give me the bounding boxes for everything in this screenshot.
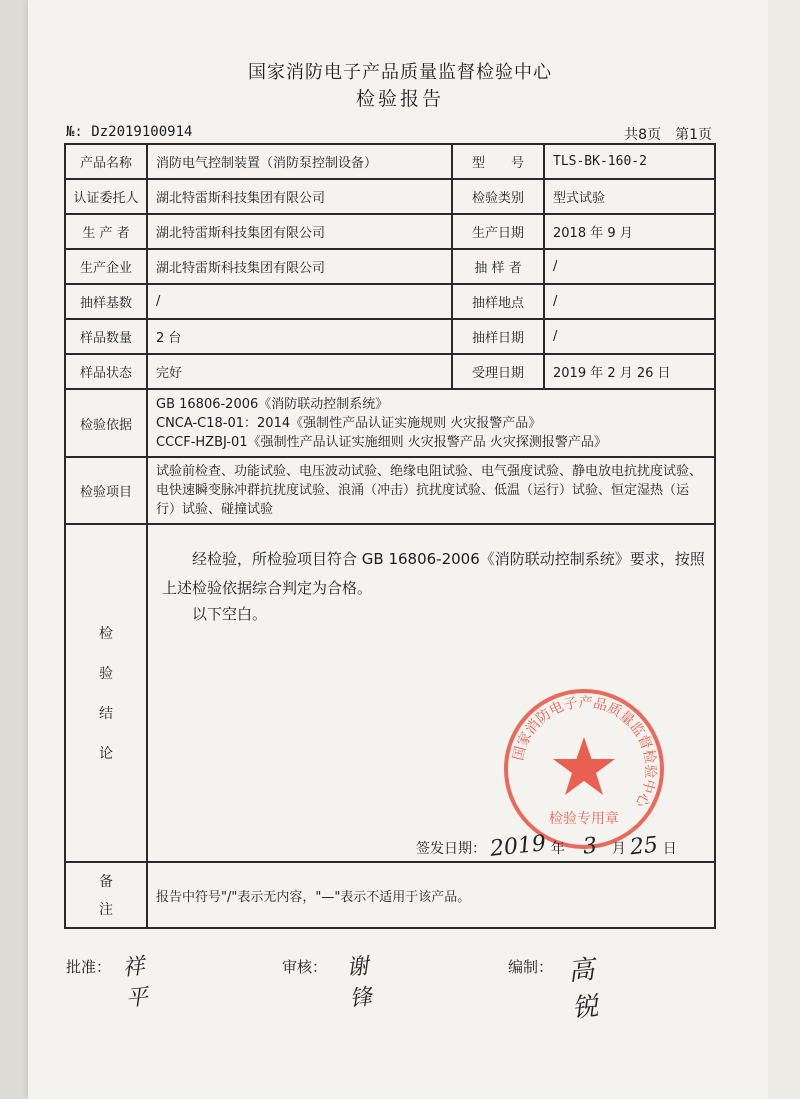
- compile-label: 编制：: [508, 958, 554, 976]
- model-value: TLS-BK-160-2: [544, 144, 715, 179]
- client-value: 湖北特雷斯科技集团有限公司: [147, 179, 452, 214]
- stamp-center-text: 检验专用章: [549, 811, 619, 827]
- org-title: 国家消防电子产品质量监督检验中心: [248, 62, 552, 83]
- table-row: [65, 319, 715, 354]
- table-row: [65, 457, 715, 524]
- scan-left-edge: [0, 0, 28, 1099]
- manufacturer-label: 生产企业: [65, 249, 147, 284]
- table-row: [65, 179, 715, 214]
- test-type-value: 型式试验: [544, 179, 715, 214]
- product-name-value: 消防电气控制装置（消防泵控制设备）: [147, 144, 452, 179]
- table-row: [65, 284, 715, 319]
- conclusion-label-char: 验: [99, 666, 113, 682]
- items-value: 试验前检查、功能试验、电压波动试验、绝缘电阻试验、电气强度试验、静电放电抗扰度试验、电快速瞬变脉冲群抗扰度试验、浪涌（冲击）抗扰度试验、低温（运行）试验、恒定湿热（运行）试验、碰撞试验: [147, 457, 715, 524]
- sample-date-value: /: [544, 319, 715, 354]
- page-info: 共8页 第1页: [624, 127, 712, 143]
- stamp-ring-text: 国家消防电子产品质量监督检验中心: [510, 694, 659, 810]
- sign-year-handwritten: 2019: [489, 831, 548, 862]
- accept-date-label: 受理日期: [452, 354, 544, 389]
- table-row: [65, 144, 715, 179]
- basis-label: 检验依据: [65, 389, 147, 457]
- basis-line: CNCA-C18-01：2014《强制性产品认证实施规则 火灾报警产品》: [156, 415, 542, 431]
- approve-signature-handwritten: 祥平: [121, 953, 150, 1012]
- star-icon: [553, 737, 615, 795]
- sign-day-handwritten: 25: [629, 832, 660, 861]
- manufacturer-value: 湖北特雷斯科技集团有限公司: [147, 249, 452, 284]
- sign-date-label: 签发日期：: [416, 841, 486, 857]
- sampler-label: 抽 样 者: [452, 249, 544, 284]
- compile-signature: [508, 954, 600, 1025]
- month-unit: 月: [611, 841, 626, 857]
- sign-month-handwritten: 3: [582, 833, 599, 860]
- product-name-label: 产品名称: [65, 144, 147, 179]
- table-row: [65, 389, 715, 457]
- sample-state-label: 样品状态: [65, 354, 147, 389]
- signature-row: [66, 953, 716, 1025]
- production-date-label: 生产日期: [452, 214, 544, 249]
- sample-qty-label: 样品数量: [65, 319, 147, 354]
- client-label: 认证委托人: [65, 179, 147, 214]
- conclusion-text: 经检验，所检验项目符合 GB 16806-2006《消防联动控制系统》要求，按照上述检验依据综合判定为合格。: [162, 550, 705, 597]
- conclusion-blank-note: 以下空白。: [192, 605, 268, 623]
- official-stamp: [500, 685, 668, 853]
- report-title: 检验报告: [355, 88, 444, 110]
- remarks-label-char: 注: [99, 902, 113, 918]
- sample-date-label: 抽样日期: [452, 319, 544, 354]
- producer-label: 生 产 者: [65, 214, 147, 249]
- conclusion-label-char: 论: [99, 746, 113, 762]
- review-signature: [282, 953, 374, 1012]
- table-row: [65, 249, 715, 284]
- production-date-value: 2018 年 9 月: [544, 214, 715, 249]
- sample-place-label: 抽样地点: [452, 284, 544, 319]
- report-number: №: Dz2019100914: [66, 124, 193, 140]
- scan-right-edge: [768, 0, 800, 1099]
- approve-signature: [66, 953, 150, 1012]
- review-label: 审核：: [282, 958, 328, 976]
- sign-date: [416, 831, 677, 862]
- approve-label: 批准：: [66, 958, 112, 976]
- conclusion-label: [65, 524, 147, 862]
- remarks-label-char: 备: [99, 874, 113, 890]
- compile-signature-handwritten: 高锐: [566, 954, 600, 1025]
- conclusion-cell: [147, 524, 715, 862]
- remarks-label: [65, 862, 147, 928]
- conclusion-label-char: 检: [99, 626, 113, 642]
- table-row: [65, 214, 715, 249]
- basis-line: CCCF-HZBJ-01《强制性产品认证实施细则 火灾报警产品 火灾探测报警产品》: [156, 434, 607, 450]
- items-label: 检验项目: [65, 457, 147, 524]
- basis-value: [147, 389, 715, 457]
- remarks-value: 报告中符号"/"表示无内容，"—"表示不适用于该产品。: [147, 862, 715, 928]
- year-unit: 年: [550, 841, 565, 857]
- day-unit: 日: [662, 841, 677, 857]
- test-type-label: 检验类别: [452, 179, 544, 214]
- basis-line: GB 16806-2006《消防联动控制系统》: [156, 396, 389, 412]
- sample-place-value: /: [544, 284, 715, 319]
- table-row: [65, 354, 715, 389]
- sample-state-value: 完好: [147, 354, 452, 389]
- producer-value: 湖北特雷斯科技集团有限公司: [147, 214, 452, 249]
- report-table: [64, 143, 716, 929]
- conclusion-label-char: 结: [99, 706, 113, 722]
- sample-base-label: 抽样基数: [65, 284, 147, 319]
- model-label: 型 号: [452, 144, 544, 179]
- table-row: [65, 862, 715, 928]
- sample-base-value: /: [147, 284, 452, 319]
- review-signature-handwritten: 谢锋: [345, 953, 374, 1012]
- sample-qty-value: 2 台: [147, 319, 452, 354]
- table-row: [65, 524, 715, 862]
- accept-date-value: 2019 年 2 月 26 日: [544, 354, 715, 389]
- sampler-value: /: [544, 249, 715, 284]
